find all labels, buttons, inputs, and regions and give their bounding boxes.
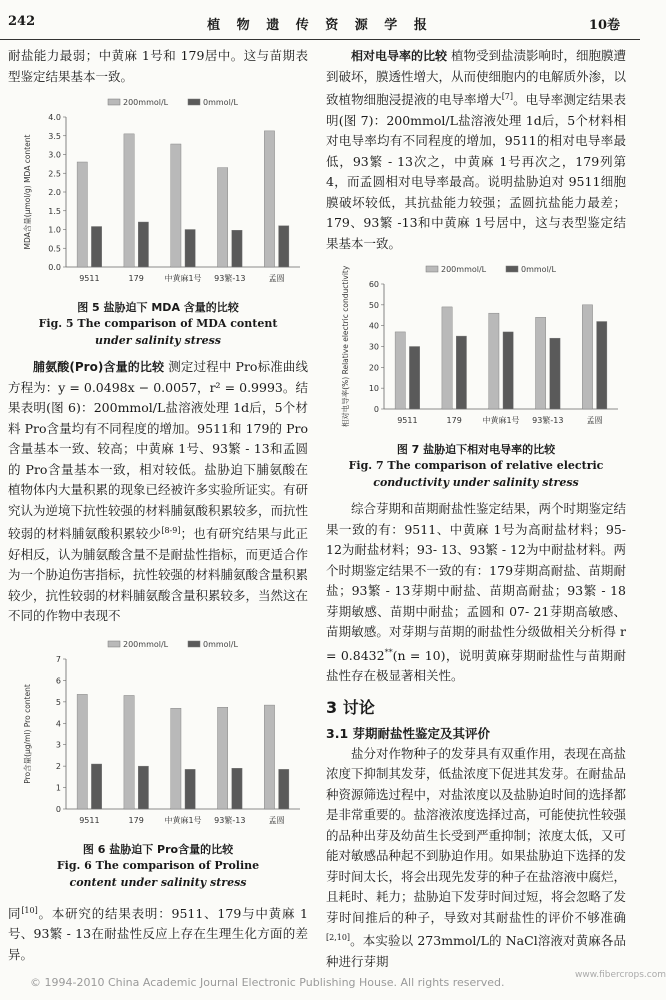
legend-label-0: 200mmol/L (441, 265, 487, 275)
paragraph-bottom-left (8, 901, 308, 966)
y-tick-label-5: 2.5 (48, 169, 61, 179)
journal-title: 植 物 遗 传 资 源 学 报 (207, 18, 433, 33)
y-tick-label-4: 2.0 (48, 188, 61, 197)
legend-label-0: 200mmol/L (123, 639, 169, 649)
legend-swatch-0 (108, 641, 120, 647)
left-column (8, 46, 308, 965)
section-heading-3: 3 讨论 (326, 697, 375, 717)
x-tick-label-4: 孟圆 (586, 416, 603, 426)
y-tick-label-2: 2 (55, 761, 61, 771)
y-axis-label: MDA含量(μmol/g) MDA content (23, 134, 32, 250)
fig6-chart (8, 635, 308, 835)
y-tick-label-6: 3.0 (48, 150, 61, 160)
discussion-text: 盐分对作物种子的发芽具有双重作用，表现在高盐浓度下抑制其发芽，低盐浓度下促进其发芽。在耐盐品种资源筛选过程中，对盐浓度以及盐胁迫时间的选择都是非常重要的。盐溶液浓度选择过高，可能使抗性较强的品种出芽及幼苗生长受到严重抑制；浓度太低，又可能对敏感品种起不到胁迫作用。如果盐胁迫下选择的发芽时间太长，将会出现先发芽的种子在盐溶液中腐烂，且耗时、耗力；盐胁迫下发芽时间过短，将会忽略了发芽时间推后的种子，导致对其耐盐性的评价不够准确 (326, 745, 627, 925)
y-tick-label-4: 40 (368, 321, 379, 331)
right-column (326, 46, 626, 972)
x-tick-label-4: 孟圆 (268, 274, 285, 283)
fig6-caption-en-1: Fig. 6 The comparison of Proline (56, 858, 260, 872)
bottom-text-2: 。本研究的结果表明：9511、179与中黄麻 1号、93繁 - 13在耐盐性反应上存在生理生化方面的差异。 (8, 905, 308, 962)
y-tick-label-1: 1 (55, 783, 61, 793)
bar-0-0 (77, 162, 87, 267)
bar-1-0 (442, 307, 452, 409)
fig5-caption-en-2: under salinity stress (95, 334, 221, 347)
paragraph-top: 耐盐能力最弱；中黄麻 1号和 179居中。这与苗期表型鉴定结果基本一致。 (8, 48, 308, 84)
electric-text: 植物受到盐渍影响时，细胞膜遭到破坏，膜透性增大，从而使细胞内的电解质外渗，以致植物细胞浸提液的电导率增大 (326, 48, 627, 108)
runin-electric: 相对电导率的比较 (351, 49, 448, 63)
legend-swatch-1 (188, 99, 200, 105)
paragraph-electric (326, 46, 626, 254)
y-tick-label-2: 1.0 (48, 225, 61, 235)
y-tick-label-5: 5 (55, 697, 61, 707)
summary-text: 综合芽期和苗期耐盐性鉴定结果，两个时期鉴定结果一致的有：9511、中黄麻 1号为高耐盐材料；95- 12为耐盐材料；93- 13、93繁 - 12为中耐盐材料。两个时期鉴定结果不一致的有：179芽期高耐盐、苗期耐盐；93繁 - 13芽期中耐盐、苗期高耐盐；93繁 - 18芽期敏感、苗期中耐盐；孟圆和 07- 21芽期高敏感、苗期敏感。对芽期与苗期的耐盐性分级做相关分析得 r = 0.8432 (326, 501, 627, 663)
fig7-caption-en-2: conductivity under salinity stress (373, 476, 579, 490)
paragraph-proline (8, 357, 308, 627)
chart-legend (108, 640, 238, 649)
fig5-chart (8, 93, 308, 293)
bar-1-1 (138, 766, 148, 809)
runin-proline: 脯氨酸(Pro)含量的比较 (33, 360, 165, 374)
ref-8-9: [8-9] (161, 526, 181, 535)
bar-2-0 (171, 144, 181, 267)
y-tick-label-7: 7 (55, 654, 61, 664)
site-watermark: www.fibercrops.com (575, 970, 666, 980)
y-tick-label-0: 0 (55, 804, 61, 814)
summary-text-2: (n = 10)，说明黄麻芽期耐盐性与苗期耐盐性存在极显著相关性。 (326, 647, 626, 684)
legend-swatch-0 (108, 99, 120, 105)
y-tick-label-0: 0.0 (48, 263, 61, 272)
bar-3-1 (232, 768, 242, 809)
bar-2-0 (171, 708, 181, 809)
legend-swatch-0 (426, 266, 438, 272)
bar-2-1 (503, 332, 513, 409)
y-tick-label-3: 1.5 (48, 206, 61, 216)
fig7-caption-zh: 图 7 盐胁迫下相对电导率的比较 (396, 443, 556, 457)
x-tick-label-0: 9511 (79, 274, 100, 283)
legend-swatch-1 (188, 641, 200, 647)
bar-3-1 (232, 230, 242, 267)
fig6-caption-zh: 图 6 盐胁迫下 Pro含量的比较 (82, 842, 234, 856)
bar-1-0 (124, 695, 134, 809)
paragraph-summary (326, 499, 626, 687)
bottom-text-1: 同 (8, 905, 22, 921)
bar-1-1 (138, 222, 148, 267)
y-tick-label-1: 10 (368, 384, 379, 394)
y-tick-label-7: 3.5 (48, 131, 61, 141)
page-footer (30, 970, 666, 989)
x-tick-label-2: 中黄麻1号 (164, 274, 202, 283)
y-tick-label-5: 50 (368, 300, 379, 310)
x-tick-label-1: 179 (128, 274, 144, 283)
bar-4-1 (279, 226, 289, 267)
y-tick-label-4: 4 (55, 718, 61, 728)
legend-label-1: 0mmol/L (203, 639, 238, 649)
bar-1-0 (124, 134, 134, 267)
x-tick-label-3: 93繁-13 (214, 815, 246, 825)
fig6-caption-en-2: content under salinity stress (69, 875, 247, 889)
x-tick-label-3: 93繁-13 (214, 274, 246, 283)
y-tick-label-6: 6 (55, 676, 61, 686)
x-tick-label-2: 中黄麻1号 (164, 815, 202, 825)
proline-text: 测定过程中 Pro标准曲线方程为：y = 0.0498x − 0.0057，r² = 0.9993。结果表明(图 6)：200mmol/L盐溶液处理 1d后，5个材料 Pro含量均有不同程度的增加。9511和 179的 Pro含量基本一致、较高；中黄麻 1号、93繁 - 13和孟圆的 Pro含量基本一致，相对较低。盐胁迫下脯氨酸在植物体内大量积累的现象已经被许多实验所证实。有研究认为逆境下抗性较强的材料脯氨酸积累较多，而抗性较弱的材料脯氨酸积累较少 (8, 359, 309, 542)
bar-0-1 (91, 764, 101, 809)
bar-4-0 (264, 131, 274, 267)
paragraph-discussion (326, 744, 626, 973)
x-tick-label-3: 93繁-13 (532, 416, 564, 426)
bar-0-0 (395, 332, 405, 409)
figure-6 (8, 635, 308, 891)
bar-4-0 (582, 305, 592, 409)
bar-2-1 (185, 230, 195, 268)
significance-mark: ** (384, 647, 393, 657)
y-tick-label-0: 0 (373, 405, 379, 415)
bar-1-1 (456, 336, 466, 409)
legend-swatch-1 (506, 266, 518, 272)
bar-3-0 (218, 707, 228, 809)
chart-legend (108, 98, 238, 107)
bar-2-1 (185, 769, 195, 809)
bar-0-0 (77, 694, 87, 809)
figure-7 (326, 260, 626, 491)
y-axis-label: 相对电导率(%) Relative electric conductivity (341, 265, 350, 428)
electric-text-2: 。电导率测定结果表明(图 7)：200mmol/L盐溶液处理 1d后，5个材料相对电导率均有不同程度的增加，9511的相对电导率最低，93繁 - 13次之，中黄麻 1号再次之，179列第 4，而孟圆相对电导率最高。说明盐胁迫对 9511细胞膜破坏较低，其抗盐能力较强；孟圆抗盐能力最差；179、93繁 -13和中黄麻 1号居中，这与表型鉴定结果基本一致。 (326, 92, 626, 251)
ref-2-10: [2,10] (326, 933, 351, 943)
y-tick-label-2: 20 (368, 363, 379, 373)
bar-0-1 (409, 347, 419, 410)
x-tick-label-1: 179 (128, 815, 144, 825)
subsection-heading-3-1: 3.1 芽期耐盐性鉴定及其评价 (326, 725, 490, 741)
x-tick-label-0: 9511 (79, 815, 100, 825)
copyright-text: © 1994-2010 China Academic Journal Electronic Publishing House. All rights reserved. (30, 976, 505, 989)
volume-label: 10卷 (588, 18, 620, 33)
y-tick-label-6: 60 (368, 280, 379, 290)
bar-4-1 (597, 322, 607, 410)
legend-label-0: 200mmol/L (123, 98, 169, 107)
fig5-caption-en-1: Fig. 5 The comparison of MDA content (38, 317, 278, 330)
bar-0-1 (91, 227, 101, 268)
y-tick-label-3: 3 (55, 740, 61, 750)
y-tick-label-8: 4.0 (48, 113, 61, 122)
y-axis-label: Pro含量(μg/ml) Pro content (23, 683, 32, 784)
fig7-caption-en-1: Fig. 7 The comparison of relative electric (348, 459, 604, 473)
figure-5 (8, 93, 308, 349)
x-tick-label-0: 9511 (397, 416, 418, 426)
ref-7: [7] (501, 92, 514, 101)
page-number: 242 (8, 14, 36, 29)
y-tick-label-1: 0.5 (48, 244, 61, 254)
legend-label-1: 0mmol/L (203, 98, 238, 107)
proline-text-2: ；也有研究结果与此正好相反，认为脯氨酸含量不是耐盐性指标，而更适合作为一个胁迫伤害指标，抗性较强的材料脯氨酸含量积累较少，抗性较弱的材料脯氨酸含量积累较多，当然这在不同的作物中表现不 (8, 526, 309, 624)
discussion-text-2: 。本实验以 273mmol/L的 NaCl溶液对黄麻各品种进行芽期 (326, 933, 626, 969)
bar-2-0 (489, 313, 499, 409)
legend-label-1: 0mmol/L (521, 265, 556, 275)
ref-10: [10] (21, 905, 38, 915)
bar-4-0 (264, 705, 274, 809)
fig7-chart (326, 260, 626, 435)
bar-3-1 (550, 338, 560, 409)
fig5-caption-zh: 图 5 盐胁迫下 MDA 含量的比较 (77, 301, 239, 314)
x-tick-label-1: 179 (446, 416, 462, 426)
bar-3-0 (536, 317, 546, 409)
y-tick-label-3: 30 (368, 342, 379, 352)
page-header (0, 0, 640, 40)
chart-legend (426, 265, 556, 274)
x-tick-label-4: 孟圆 (268, 815, 285, 825)
bar-4-1 (279, 769, 289, 809)
bar-3-0 (218, 168, 228, 267)
x-tick-label-2: 中黄麻1号 (482, 416, 520, 426)
